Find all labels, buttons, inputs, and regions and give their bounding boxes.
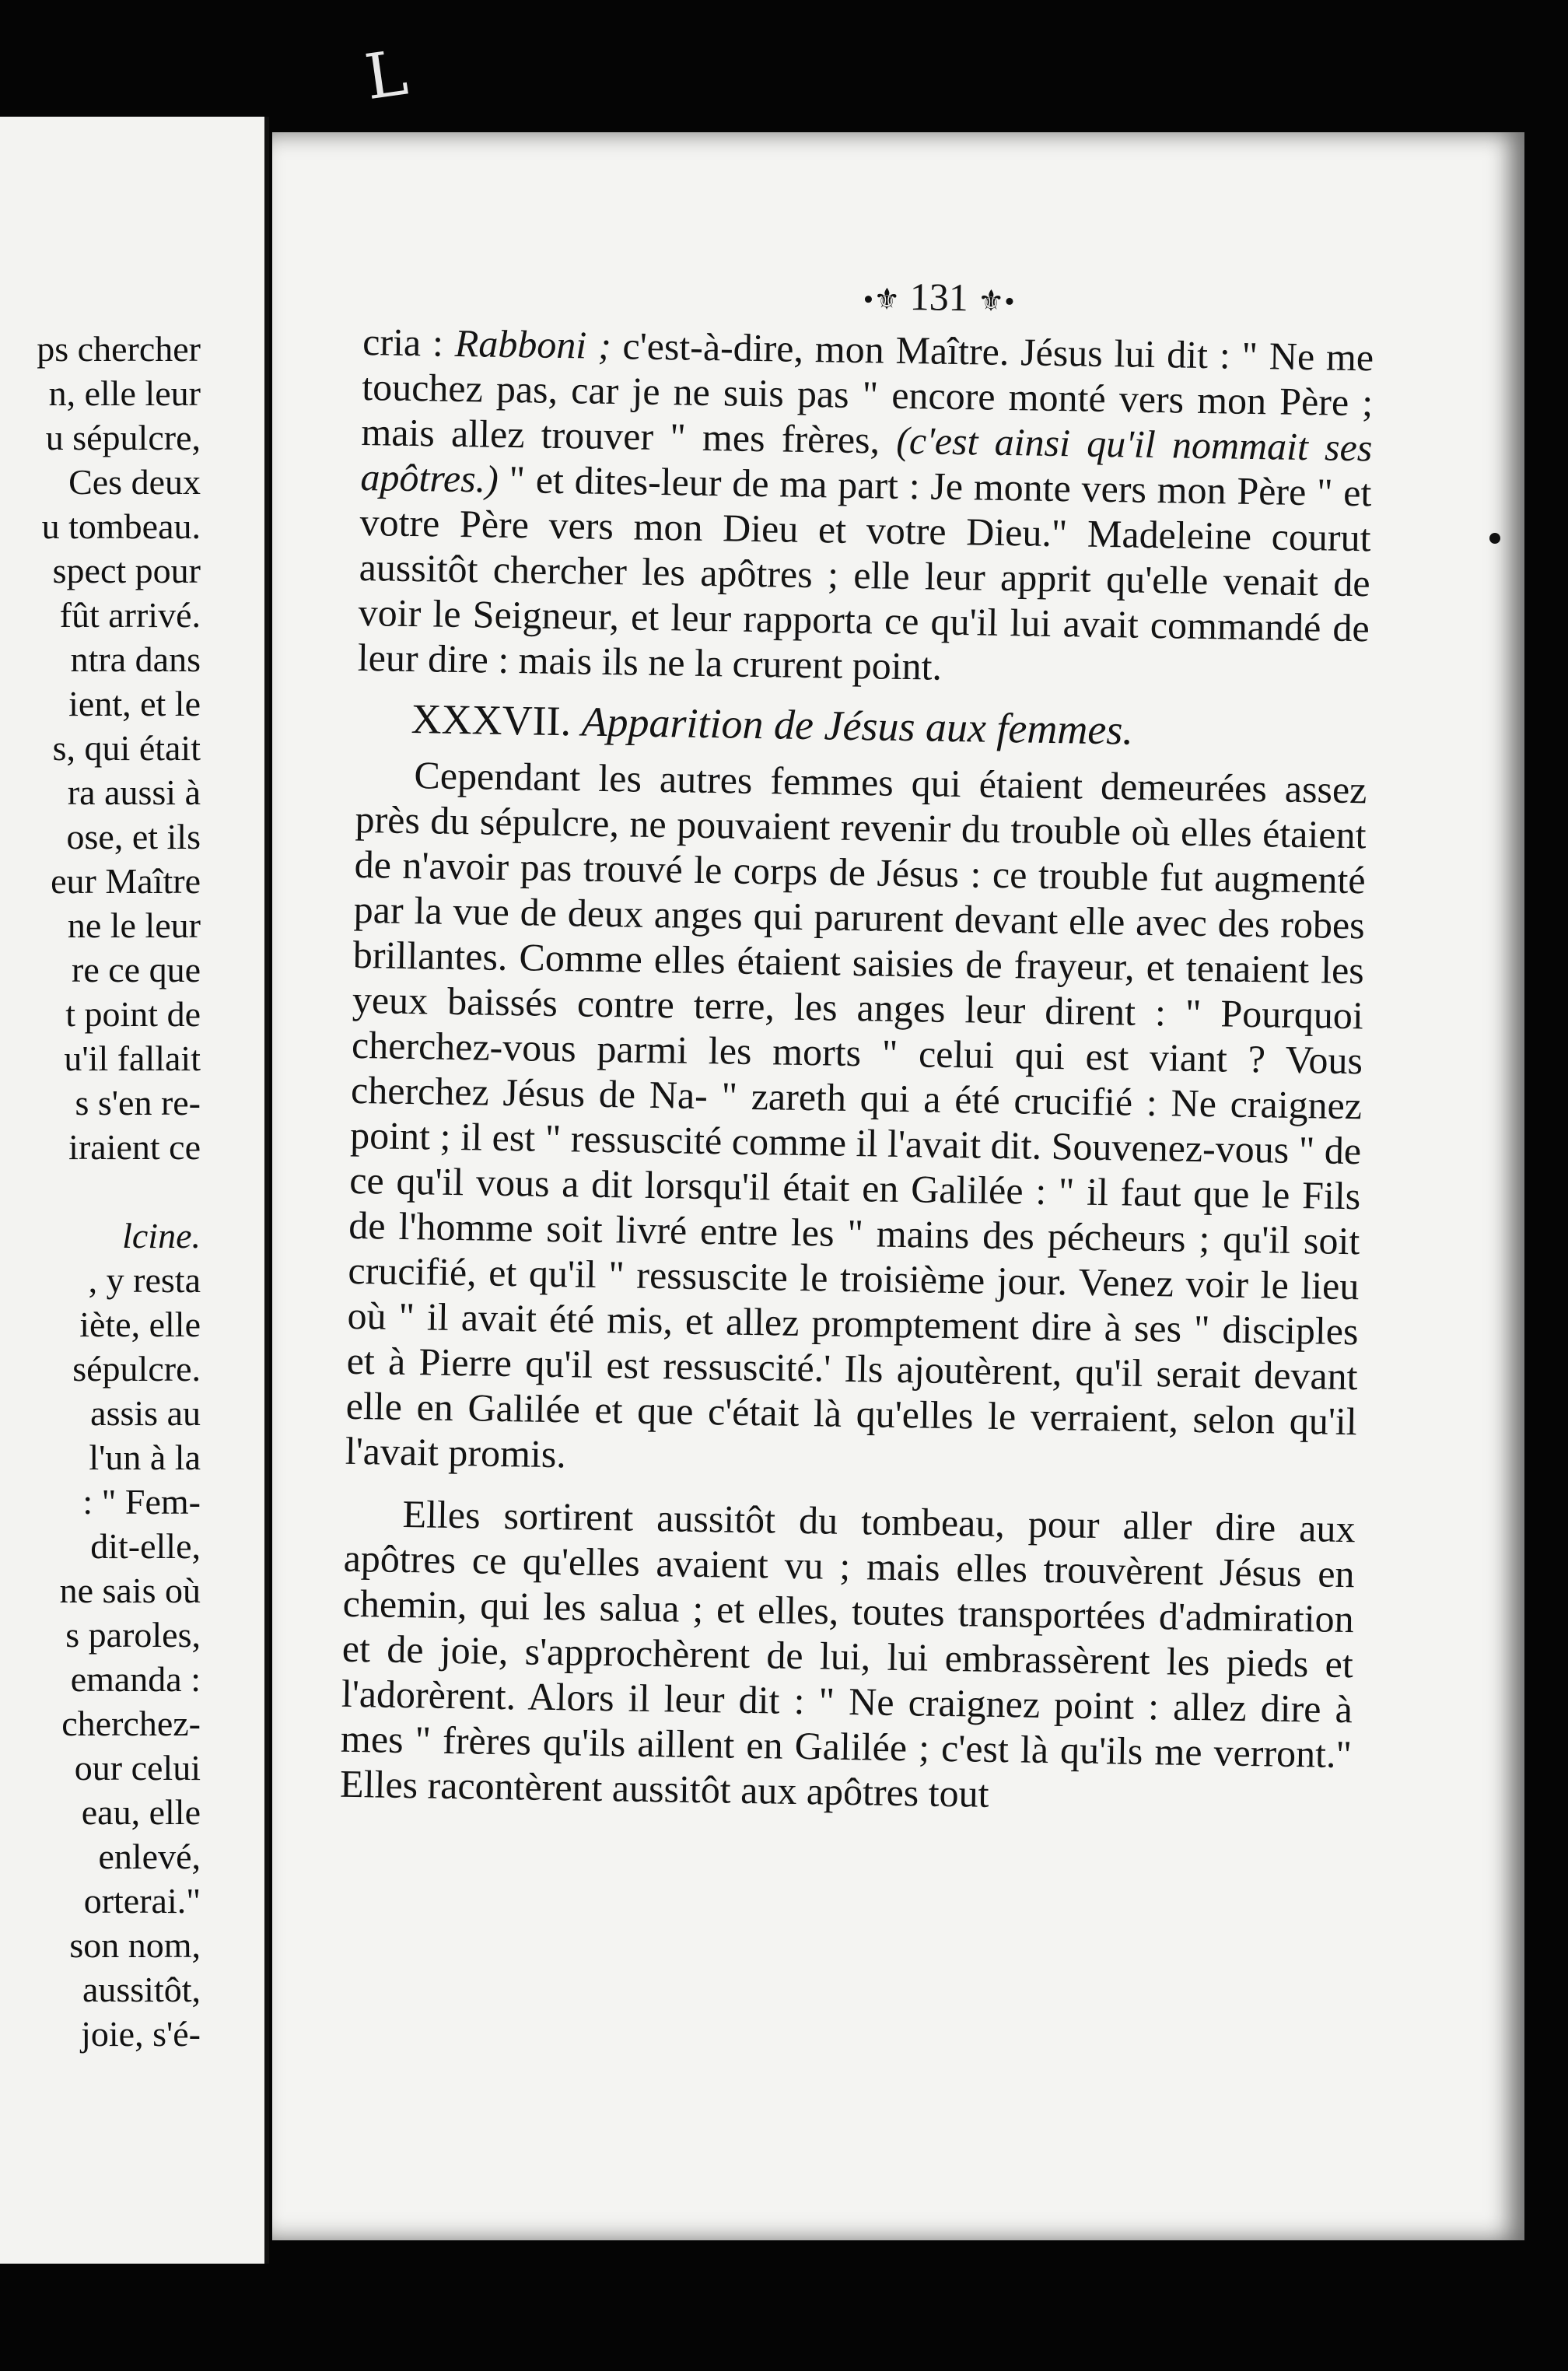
left-page-line: son nom, [69,1925,201,1965]
left-page-line: n, elle leur [48,373,201,413]
left-page-line: dit-elle, [90,1526,201,1566]
left-page-line: sépulcre. [72,1349,201,1389]
section-heading [411,692,1368,761]
left-page-line: spect pour [52,551,201,590]
left-page-line: , y resta [88,1260,201,1300]
page-body [340,257,1375,1822]
left-page-line: iète, elle [79,1305,201,1344]
left-page-line: re ce que [72,950,201,989]
paragraph-2: Cependant les autres femmes qui étaient demeurées assez près du sépulcre, ne pouvaient revenir du trouble où elles étaient de n'avoir pas trouvé le corps de Jésus : ce trouble fut augmenté par la vue de deux anges qui parurent devant elle avec des robes brillantes. Comme elles étaient saisies de frayeur, et tenaient les yeux baissés contre terre, les anges leur dirent : " Pourquoi cherchez-vous parmi les morts " celui qui est viant ? Vous cherchez Jésus de Na- " zareth qui a été crucifié : Ne craignez point ; il est " ressuscité comme il l'avait dit. Souvenez-vous " de ce qu'il vous a dit lorsqu'il était en Galilée : " il faut que le Fils de l'homme soit livré entre les " mains des pécheurs ; qu'il soit crucifié, et qu'il " ressuscite le troisième jour. Venez voir le lieu où " il avait été mis, et allez promptement dire à ses " disciples et à Pierre qu'il est ressuscité.' Ils ajoutèrent, qu'il serait devant elle en Galilée et que c'était là qu'elles le verraient, selon qu'il l'avait promis. [345,753,1367,1476]
left-page-line: l'un à la [89,1438,201,1477]
left-page-text [0,327,201,2056]
left-page-line: s paroles, [65,1615,201,1655]
left-page-line: Ces deux [68,462,201,502]
left-page-line: u tombeau. [41,506,201,546]
ornament-left-icon: •⚜ [863,283,901,317]
left-page-line: ne le leur [67,905,201,945]
left-page-line: enlevé, [98,1837,201,1876]
paragraph-1 [357,319,1374,695]
left-page-line: u'il fallait [64,1038,201,1078]
left-page-line: ntra dans [70,639,201,679]
left-page-line: aussitôt, [82,1970,201,2009]
corner-mark: L [360,36,412,114]
left-page-line: eur Maître [51,861,201,901]
left-page-line: eau, elle [81,1792,201,1832]
left-page-line [0,1169,201,1214]
left-page-line: : " Fem- [82,1482,201,1522]
right-page [272,132,1524,2240]
left-page-line: ose, et ils [66,817,201,856]
left-page-line: iraient ce [68,1127,201,1167]
ornament-right-icon: ⚜• [977,285,1015,319]
left-page-line: s, qui était [52,728,201,768]
page-number-value: 131 [909,275,969,320]
left-page-line: t point de [65,994,201,1034]
left-page-line: fût arrivé. [59,595,201,635]
left-page-line: emanda : [70,1659,201,1699]
left-page [0,117,269,2264]
paragraph-3: Elles sortirent aussitôt du tombeau, pour aller dire aux apôtres ce qu'elles avaient vu ; mais elles trouvèrent Jésus en chemin, qui les salua ; et elles, toutes transportées d'admiration et de joie, s'approchèrent de lui, lui embrassèrent les pieds et l'adorèrent. Alors il leur dit : " Ne craignez point : allez dire à mes " frères qu'ils aillent en Galilée ; c'est là qu'ils me verront." Elles racontèrent aussitôt aux apôtres tout [339,1491,1356,1816]
left-page-line: ient, et le [68,684,201,723]
left-page-line: ra aussi à [67,772,201,812]
text-block [340,319,1374,1822]
para1-part-a: cria : [362,319,456,365]
left-page-line: our celui [74,1748,201,1788]
left-page-line: s s'en re- [75,1083,201,1122]
section-number: XXXVII. [411,695,572,745]
ink-spot [1489,533,1500,544]
para1-part-c: c'est-à-dire, mon Maître. Jésus lui dit : " Ne me touchez pas, car je ne suis pas " encore monté vers mon Père ; mais allez trouver " mes frères, [361,324,1374,462]
left-page-line: u sépulcre, [45,418,201,457]
para1-part-d: (c'est ainsi qu'il nommait ses apôtres.) [360,418,1373,501]
left-page-line: assis au [90,1393,201,1433]
left-page-line: joie, s'é- [81,2014,201,2054]
left-page-line: cherchez- [61,1704,201,1743]
left-page-line: ne sais où [59,1571,201,1610]
left-page-line: orterai." [83,1881,201,1921]
left-page-line: ps chercher [37,329,201,369]
para1-part-b: Rabboni ; [454,320,624,368]
left-page-line: lcine. [122,1216,201,1256]
section-title: Apparition de Jésus aux femmes. [581,698,1134,754]
para1-part-e: " et dites-leur de ma part : Je monte vers mon Père " et votre Père vers mon Dieu et votre Dieu." Madeleine courut aussitôt chercher les apôtres ; elle leur apprit qu'elle venait de voir le Seigneur, et leur rapporta ce qu'il lui avait commandé de leur dire : mais ils ne la crurent point. [357,457,1372,688]
